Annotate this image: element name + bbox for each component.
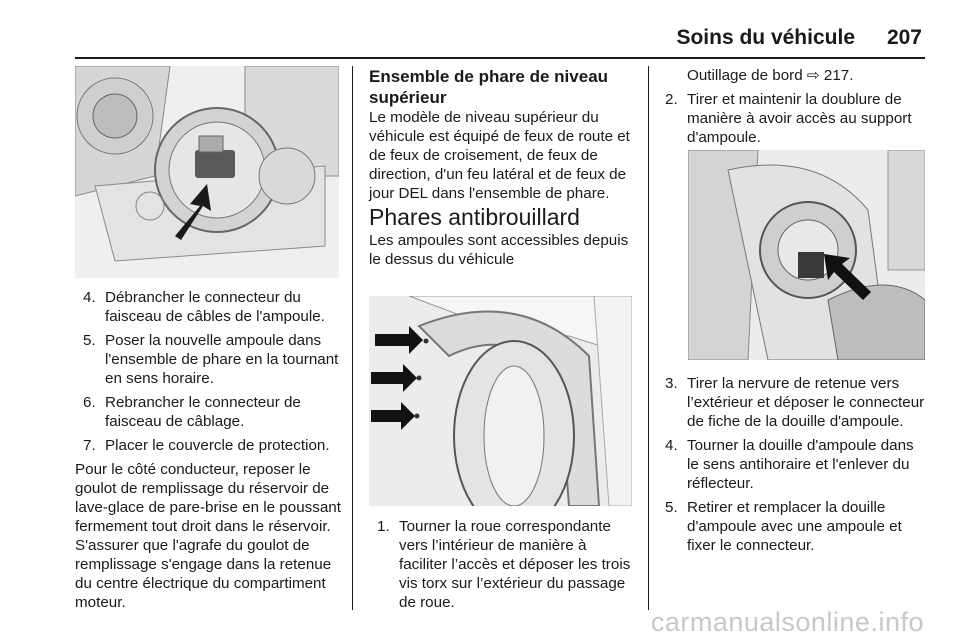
- steps-list-3b: [665, 374, 927, 555]
- step-text: Poser la nouvelle ampoule dans l'ensemble de phare en la tournant en sens horaire.: [105, 332, 339, 387]
- column-divider-left: [352, 66, 353, 610]
- list-item: [83, 331, 341, 388]
- column-3-steps: [665, 374, 927, 560]
- list-item: [377, 517, 635, 612]
- step-text: Retirer et remplacer la douille d'ampoule avec une ampoule et fixer le connecteur.: [687, 499, 902, 554]
- page-reference: 217.: [823, 67, 854, 84]
- column-3: [665, 66, 927, 152]
- column-2-steps: [377, 517, 635, 617]
- page-header: [0, 0, 960, 58]
- column-1: [75, 288, 341, 612]
- heading-upper-level-headlamp: Ensemble de phare de niveau supérieur: [369, 67, 609, 107]
- body-paragraph: Le modèle de niveau supérieur du véhicule est équipé de feux de route et de feux de croisement, de feux de direction, d'un feu latéral et de feux de jour DEL dans l'ensemble de phare.: [369, 109, 630, 202]
- step-number: 4.: [83, 289, 96, 306]
- steps-list-2: [377, 517, 635, 612]
- step-number: 3.: [665, 375, 678, 392]
- step-number: 1.: [377, 518, 390, 535]
- headlamp-bulb-illustration: [75, 66, 339, 278]
- step-number: 2.: [665, 91, 678, 108]
- bulb-holder-illustration: [688, 150, 925, 360]
- step-text: Tirer la nervure de retenue vers l’extérieur et déposer le connecteur de fiche de la douille d'ampoule.: [687, 375, 925, 430]
- heading-fog-lamps: Phares antibrouillard: [369, 204, 580, 230]
- step-number: 5.: [83, 332, 96, 349]
- step-text: Débrancher le connecteur du faisceau de câbles de l'ampoule.: [105, 289, 325, 325]
- list-item: [83, 436, 341, 455]
- step-text: Rebrancher le connecteur de faisceau de câblage.: [105, 394, 301, 430]
- steps-list-3a: [665, 90, 927, 147]
- continued-text: Outillage de bord ⇨ 217.: [687, 67, 854, 84]
- step-number: 4.: [665, 437, 678, 454]
- list-item: [83, 393, 341, 431]
- body-paragraph: Pour le côté conducteur, reposer le goulot de remplissage du réservoir de lave-glace de pare-brise en le poussant fermement tout droit dans le réservoir. S'assurer que l'agrafe du goulot de remplissage s'engage dans la retenue du centre électrique du compartiment moteur.: [75, 461, 341, 611]
- step-number: 7.: [83, 437, 96, 454]
- list-item: [665, 90, 927, 147]
- list-item: [665, 436, 927, 493]
- column-divider-right: [648, 66, 649, 610]
- column-2: [369, 66, 635, 269]
- list-item: [665, 498, 927, 555]
- step-number: 6.: [83, 394, 96, 411]
- section-title: Soins du véhicule: [676, 26, 855, 49]
- list-item: [83, 288, 341, 326]
- step-text: Tourner la douille d'ampoule dans le sens antihoraire et l'enlever du réflecteur.: [687, 437, 914, 492]
- reference-arrow-icon: ⇨: [806, 67, 820, 84]
- watermark: carmanualsonline.info: [650, 607, 924, 637]
- steps-list-1: [75, 288, 341, 455]
- step-text: Placer le couvercle de protection.: [105, 437, 330, 454]
- list-item: [665, 374, 927, 431]
- body-paragraph: Les ampoules sont accessibles depuis le dessus du véhicule: [369, 232, 629, 268]
- step-number: 5.: [665, 499, 678, 516]
- step-text: Tourner la roue correspondante vers l’intérieur de manière à faciliter l’accès et déposer les trois vis torx sur l’extérieur du passage de roue.: [399, 518, 631, 611]
- step-text: Tirer et maintenir la doublure de manière à avoir accès au support d'ampoule.: [687, 91, 912, 146]
- header-divider: [75, 57, 925, 59]
- page-number: 207: [886, 26, 922, 49]
- wheel-housing-illustration: [369, 296, 632, 506]
